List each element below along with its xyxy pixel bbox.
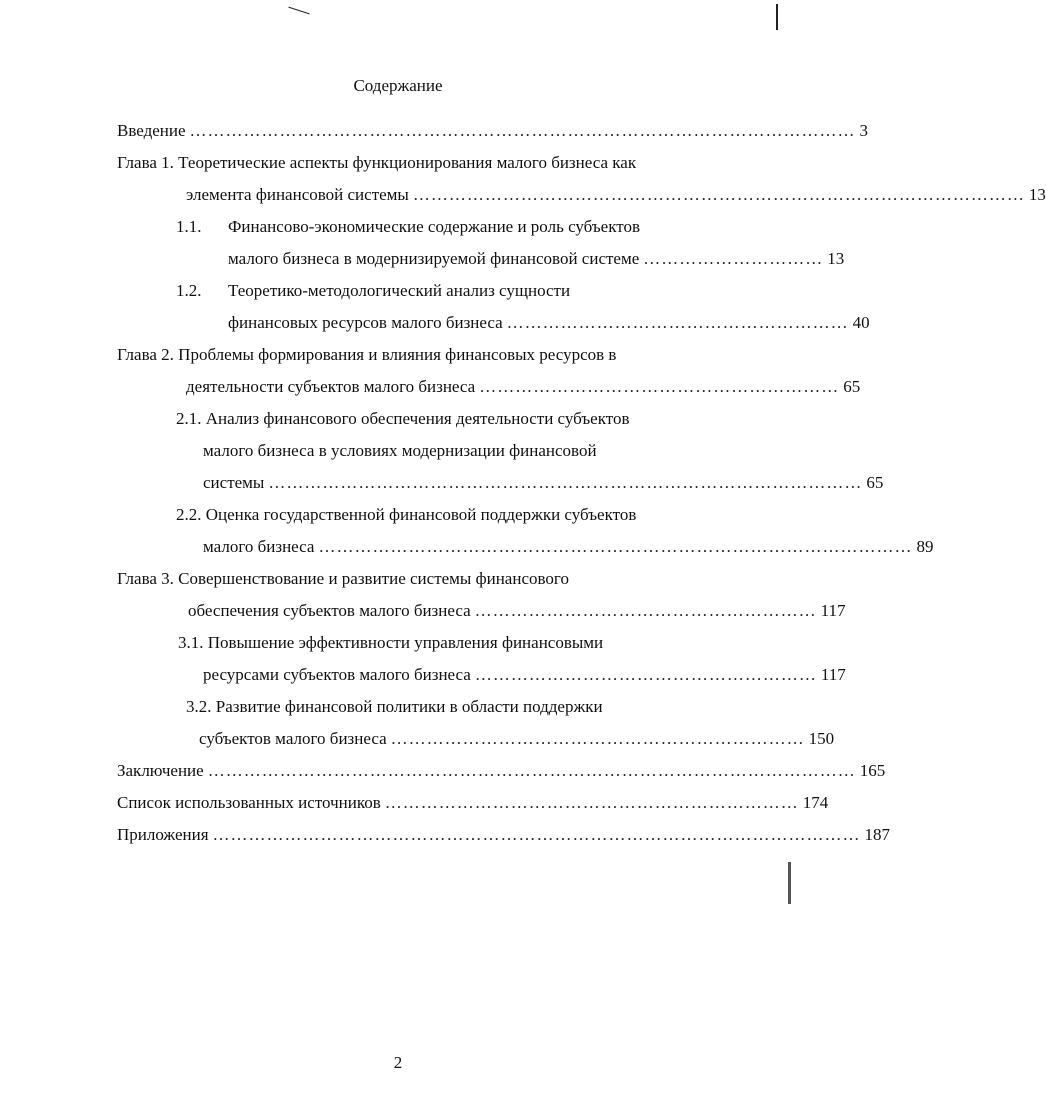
- toc-entry-text: 3.2. Развитие финансовой политики в области поддержки: [186, 697, 603, 716]
- scan-mark-edge: [788, 862, 791, 904]
- leader-dots: …………………………………………………: [474, 601, 817, 620]
- toc-entry-text: Глава 1. Теоретические аспекты функционирования малого бизнеса как: [117, 153, 637, 172]
- toc-entry-page: 174: [802, 793, 829, 812]
- toc-entry-page: 165: [859, 761, 886, 780]
- toc-entry-section-1-2: [176, 280, 736, 304]
- toc-entry-section-1-1: [176, 216, 736, 240]
- toc-entry-references: [117, 792, 829, 816]
- toc-entry-appendices: [117, 824, 891, 848]
- toc-entry-page: 117: [820, 601, 846, 620]
- toc-entry-text: обеспечения субъектов малого бизнеса: [188, 601, 471, 620]
- toc-entry-section-2-2-cont: [203, 536, 934, 560]
- toc-entry-page: 65: [866, 473, 884, 492]
- toc-entry-page: 13: [1028, 185, 1046, 204]
- toc-entry-text: финансовых ресурсов малого бизнеса: [228, 313, 503, 332]
- toc-entry-text: Список использованных источников: [117, 793, 381, 812]
- toc-entry-page: 40: [852, 313, 870, 332]
- toc-entry-page: 13: [827, 249, 845, 268]
- leader-dots: ………………………………………………………………………………………: [318, 537, 913, 556]
- toc-entry-text: 3.1. Повышение эффективности управления финансовыми: [178, 633, 604, 652]
- toc-entry-text: малого бизнеса: [203, 537, 315, 556]
- toc-entry-page: 89: [916, 537, 934, 556]
- toc-entry-page: 65: [843, 377, 861, 396]
- toc-entry-text: 2.1. Анализ финансового обеспечения деятельности субъектов: [176, 409, 630, 428]
- toc-entry-chapter-1-cont: [186, 184, 1046, 208]
- leader-dots: ………………………………………………………………………………………………: [207, 761, 856, 780]
- toc-entry-section-2-1: [176, 408, 736, 432]
- toc-entry-text: 2.2. Оценка государственной финансовой поддержки субъектов: [176, 505, 637, 524]
- toc-entry-number: 1.2.: [176, 281, 202, 300]
- toc-entry-number: 1.1.: [176, 217, 202, 236]
- page-title: Содержание: [353, 76, 443, 95]
- toc-entry-section-1-2-cont: [228, 312, 870, 336]
- toc-entry-text: Глава 3. Совершенствование и развитие системы финансового: [117, 569, 569, 588]
- toc-entry-text: Введение: [117, 121, 186, 140]
- toc-entry-section-2-1-cont2: [203, 472, 884, 496]
- leader-dots: …………………………………………………………………………………………………: [189, 121, 856, 140]
- scan-mark-top: [288, 7, 309, 15]
- toc-entry-page: 187: [864, 825, 891, 844]
- toc-entry-page: 3: [859, 121, 869, 140]
- toc-entry-page: 117: [820, 665, 846, 684]
- toc-entry-text: субъектов малого бизнеса: [199, 729, 387, 748]
- toc-entry-page: 150: [808, 729, 835, 748]
- leader-dots: …………………………………………………: [506, 313, 849, 332]
- toc-entry-chapter-3-cont: [188, 600, 846, 624]
- leader-dots: …………………………: [643, 249, 824, 268]
- toc-entry-text: Финансово-экономические содержание и роль субъектов: [228, 217, 640, 236]
- leader-dots: ……………………………………………………………: [384, 793, 799, 812]
- toc-entry-text: деятельности субъектов малого бизнеса: [186, 377, 476, 396]
- toc-entry-conclusion: [117, 760, 886, 784]
- toc-entry-introduction: [117, 120, 869, 144]
- toc-entry-section-3-2-cont: [199, 728, 835, 752]
- toc-entry-section-3-1-cont: [203, 664, 846, 688]
- page-number: 2: [393, 1053, 403, 1072]
- toc-entry-chapter-1: [117, 152, 737, 176]
- leader-dots: ……………………………………………………: [479, 377, 840, 396]
- toc-entry-section-3-1: [178, 632, 738, 656]
- toc-entry-text: Приложения: [117, 825, 209, 844]
- toc-entry-text: системы: [203, 473, 265, 492]
- toc-entry-text: Заключение: [117, 761, 204, 780]
- toc-entry-section-3-2: [186, 696, 736, 720]
- toc-entry-chapter-2: [117, 344, 737, 368]
- leader-dots: …………………………………………………………………………………………: [412, 185, 1025, 204]
- toc-entry-text: ресурсами субъектов малого бизнеса: [203, 665, 471, 684]
- toc-entry-section-2-1-cont: [203, 440, 733, 464]
- toc-entry-text: малого бизнеса в условиях модернизации финансовой: [203, 441, 597, 460]
- toc-entry-text: Теоретико-методологический анализ сущности: [228, 281, 571, 300]
- toc-entry-section-1-1-cont: [228, 248, 845, 272]
- toc-entry-text: Глава 2. Проблемы формирования и влияния финансовых ресурсов в: [117, 345, 617, 364]
- toc-entry-chapter-3: [117, 568, 737, 592]
- toc-entry-chapter-2-cont: [186, 376, 861, 400]
- toc-entry-text: элемента финансовой системы: [186, 185, 409, 204]
- leader-dots: …………………………………………………: [474, 665, 817, 684]
- toc-entry-text: малого бизнеса в модернизируемой финансовой системе: [228, 249, 640, 268]
- leader-dots: ……………………………………………………………: [390, 729, 805, 748]
- leader-dots: ………………………………………………………………………………………: [268, 473, 863, 492]
- leader-dots: ………………………………………………………………………………………………: [212, 825, 861, 844]
- toc-entry-section-2-2: [176, 504, 736, 528]
- scan-mark-corner: [776, 4, 778, 30]
